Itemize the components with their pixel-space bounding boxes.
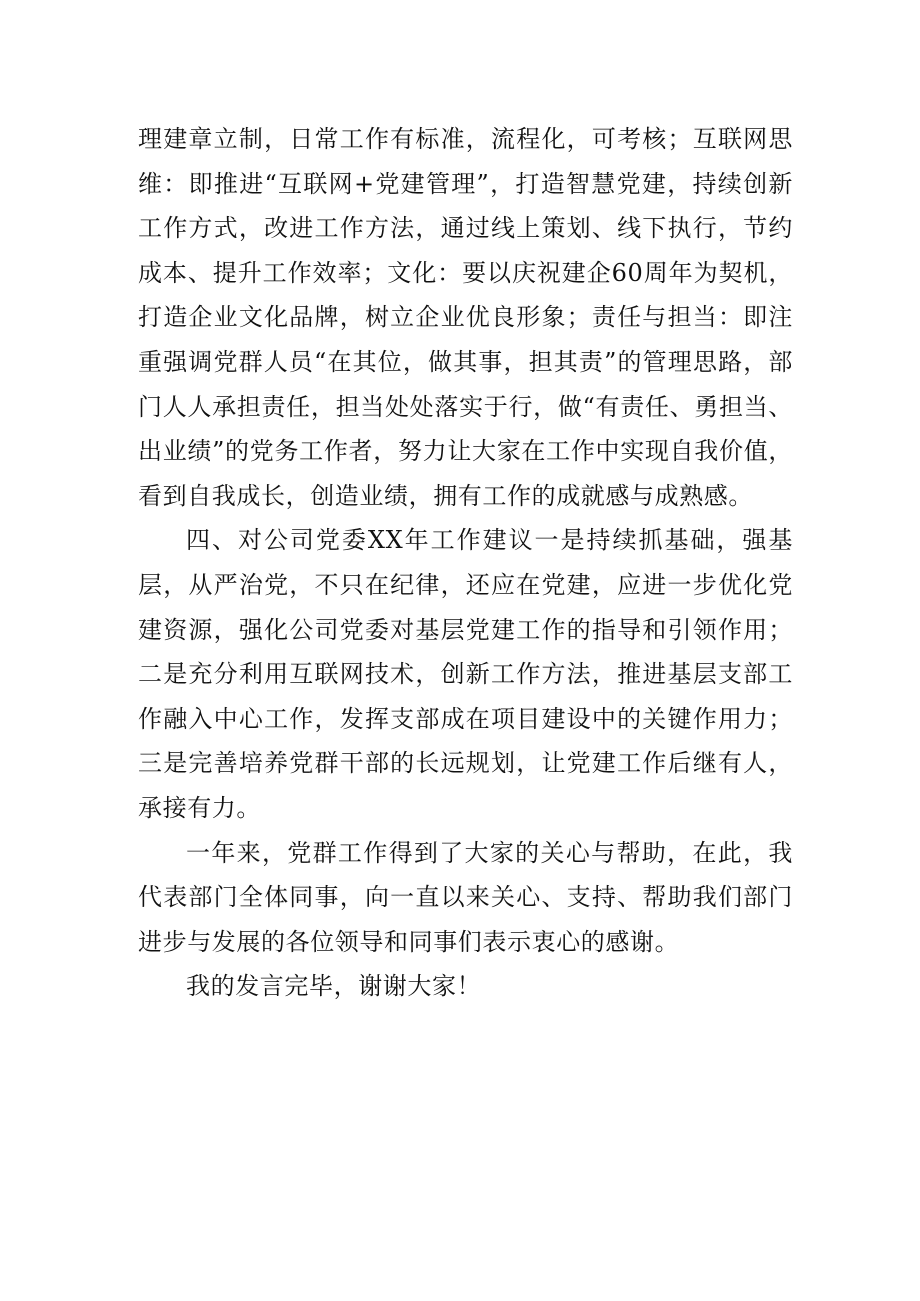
paragraph-thanks: 一年来，党群工作得到了大家的关心与帮助，在此，我代表部门全体同事，向一直以来关心、支持、帮助我们部门进步与发展的各位领导和同事们表示衷心的感谢。 bbox=[138, 838, 793, 956]
document-body bbox=[138, 117, 793, 1009]
paragraph-closing: 我的发言完毕，谢谢大家！ bbox=[186, 972, 482, 1001]
paragraph-continuation: 理建章立制，日常工作有标准，流程化，可考核；互联网思维：即推进“互联网+党建管理”，打造智慧党建，持续创新工作方式，改进工作方法，通过线上策划、线下执行，节约成本、提升工作效率；文化：要以庆祝建企60周年为契机，打造企业文化品牌，树立企业优良形象；责任与担当：即注重强调党群人员“在其位，做其事，担其责”的管理思路，部门人人承担责任，担当处处落实于行，做“有责任、勇担当、出业绩”的党务工作者，努力让大家在工作中实现自我价值，看到自我成长，创造业绩，拥有工作的成就感与成熟感。 bbox=[138, 125, 793, 510]
paragraph-section-four: 四、对公司党委XX年工作建议一是持续抓基础，强基层，从严治党，不只在纪律，还应在党建，应进一步优化党建资源，强化公司党委对基层党建工作的指导和引领作用；二是充分利用互联网技术，创新工作方法，推进基层支部工作融入中心工作，发挥支部成在项目建设中的关键作用力；三是完善培养党群干部的长远规划，让党建工作后继有人，承接有力。 bbox=[138, 526, 793, 822]
